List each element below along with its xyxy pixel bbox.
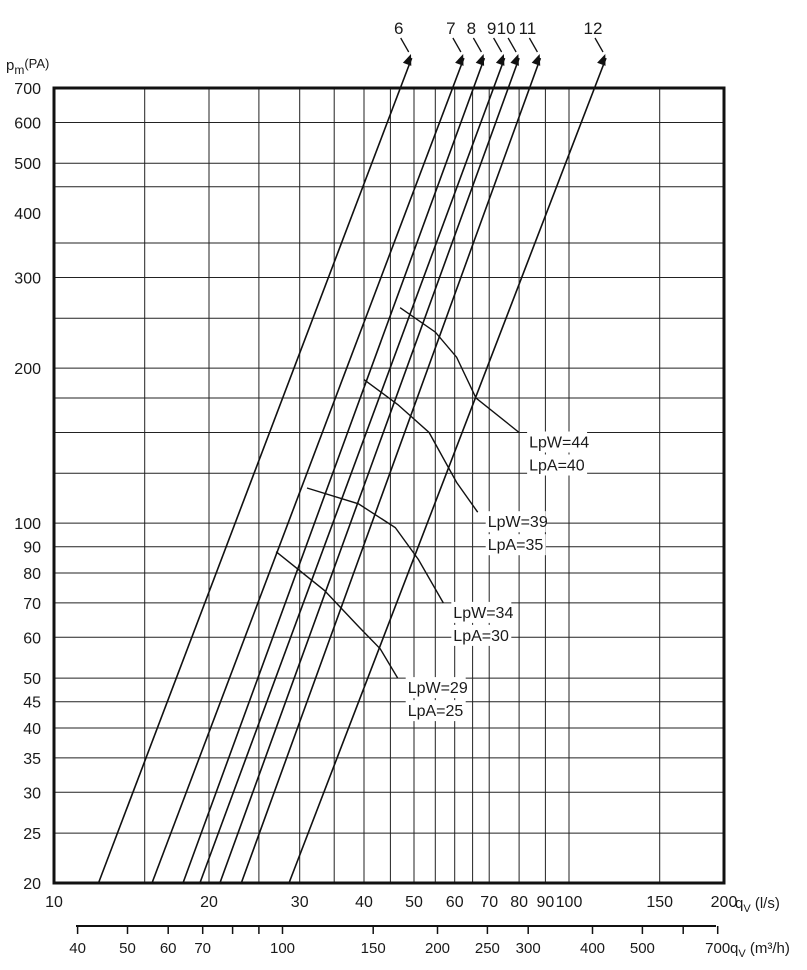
iso-label: LpA=35 bbox=[487, 537, 544, 555]
curve-arrowhead bbox=[403, 54, 411, 66]
y-tick-label: 300 bbox=[14, 270, 41, 288]
curve-arrowhead bbox=[455, 54, 463, 66]
y-tick-label: 60 bbox=[23, 630, 41, 648]
curve-label: 10 bbox=[496, 19, 516, 38]
x-tick-label: 20 bbox=[200, 894, 218, 911]
x2-axis-label: $q_V$ (m³/h) bbox=[730, 940, 790, 960]
iso-curve bbox=[400, 308, 519, 433]
curve-label-leader bbox=[494, 38, 502, 52]
y-tick-label: 500 bbox=[14, 156, 41, 174]
iso-label: LpA=25 bbox=[407, 703, 464, 721]
curve-arrowhead bbox=[476, 54, 484, 66]
x-tick-label: 30 bbox=[290, 894, 309, 911]
plot-frame bbox=[54, 88, 724, 883]
curve-label: 7 bbox=[446, 19, 456, 38]
curve-label-leader bbox=[595, 38, 603, 52]
iso-curve bbox=[364, 380, 478, 513]
curve-label: 9 bbox=[486, 19, 497, 38]
x-tick-label: 150 bbox=[646, 894, 674, 911]
y-tick-label: 50 bbox=[23, 671, 41, 689]
x2-tick-label: 100 bbox=[269, 940, 296, 957]
y-axis-label: $p_m(PA)$ bbox=[6, 56, 50, 77]
y-tick-label: 600 bbox=[14, 115, 41, 133]
curve-label: 6 bbox=[393, 19, 404, 38]
x-axis-label: $q_V$ (l/s) bbox=[735, 895, 780, 915]
curve-arrowhead bbox=[532, 54, 541, 66]
x2-tick-label: 60 bbox=[159, 940, 177, 957]
x2-tick-label: 50 bbox=[119, 940, 136, 957]
iso-label: LpW=34 bbox=[453, 604, 514, 622]
curve-label-leader bbox=[401, 38, 409, 52]
y-tick-label: 200 bbox=[14, 361, 41, 379]
curve-label-leader bbox=[473, 38, 481, 52]
curve-label: 11 bbox=[518, 19, 537, 38]
secondary-x-axis bbox=[69, 926, 730, 957]
y-tick-label: 700 bbox=[14, 81, 41, 98]
fan-curve-6 bbox=[99, 58, 412, 883]
x-tick-label: 200 bbox=[710, 894, 738, 911]
grid-lines bbox=[54, 88, 724, 883]
x-tick-label: 50 bbox=[405, 894, 423, 911]
iso-label: LpA=30 bbox=[453, 627, 509, 645]
curve-arrowhead bbox=[496, 54, 505, 66]
curve-arrowhead bbox=[597, 54, 605, 66]
x-tick-label: 10 bbox=[45, 894, 63, 911]
iso-label: LpA=40 bbox=[529, 457, 585, 475]
x-tick-label: 70 bbox=[480, 894, 499, 911]
curve-labels bbox=[394, 19, 606, 66]
curve-label: 8 bbox=[466, 19, 477, 38]
iso-label: LpW=39 bbox=[487, 514, 548, 532]
y-tick-label: 30 bbox=[23, 785, 41, 803]
fan-curve-10 bbox=[220, 58, 519, 883]
curve-label-leader bbox=[529, 38, 537, 52]
fan-curve-7 bbox=[152, 58, 464, 883]
x-tick-label: 40 bbox=[355, 894, 373, 911]
x2-tick-label: 500 bbox=[629, 940, 655, 957]
y-tick-label: 25 bbox=[23, 826, 41, 844]
y-tick-label: 20 bbox=[23, 876, 41, 893]
iso-curve bbox=[276, 552, 398, 678]
curve-label-leader bbox=[453, 38, 461, 52]
curve-label: 12 bbox=[583, 19, 603, 38]
x2-tick-label: 400 bbox=[579, 940, 606, 957]
x-tick-labels bbox=[45, 894, 737, 911]
y-tick-label: 90 bbox=[23, 539, 41, 557]
curve-label-leader bbox=[508, 38, 516, 52]
x-tick-label: 60 bbox=[445, 894, 464, 911]
y-tick-label: 80 bbox=[23, 566, 41, 583]
x-tick-label: 90 bbox=[536, 894, 555, 911]
y-tick-label: 70 bbox=[23, 595, 41, 613]
x2-tick-label: 300 bbox=[515, 940, 541, 957]
x2-tick-label: 700 bbox=[705, 940, 731, 957]
x-tick-label: 100 bbox=[555, 894, 583, 911]
y-tick-label: 40 bbox=[23, 721, 41, 738]
x2-tick-label: 200 bbox=[424, 940, 451, 957]
curve-arrowhead bbox=[510, 54, 519, 66]
x-tick-label: 80 bbox=[510, 894, 528, 911]
x2-tick-label: 250 bbox=[474, 940, 500, 957]
iso-label: LpW=44 bbox=[529, 434, 590, 452]
y-tick-label: 45 bbox=[23, 694, 41, 712]
x2-tick-label: 70 bbox=[194, 940, 212, 957]
y-tick-labels bbox=[14, 81, 41, 893]
iso-label: LpW=29 bbox=[407, 680, 468, 698]
y-tick-label: 100 bbox=[14, 516, 41, 534]
y-tick-label: 35 bbox=[23, 750, 41, 768]
x2-tick-label: 150 bbox=[360, 940, 386, 957]
x2-tick-label: 40 bbox=[69, 940, 86, 957]
y-tick-label: 400 bbox=[14, 206, 41, 224]
fan-curve-9 bbox=[200, 58, 505, 883]
